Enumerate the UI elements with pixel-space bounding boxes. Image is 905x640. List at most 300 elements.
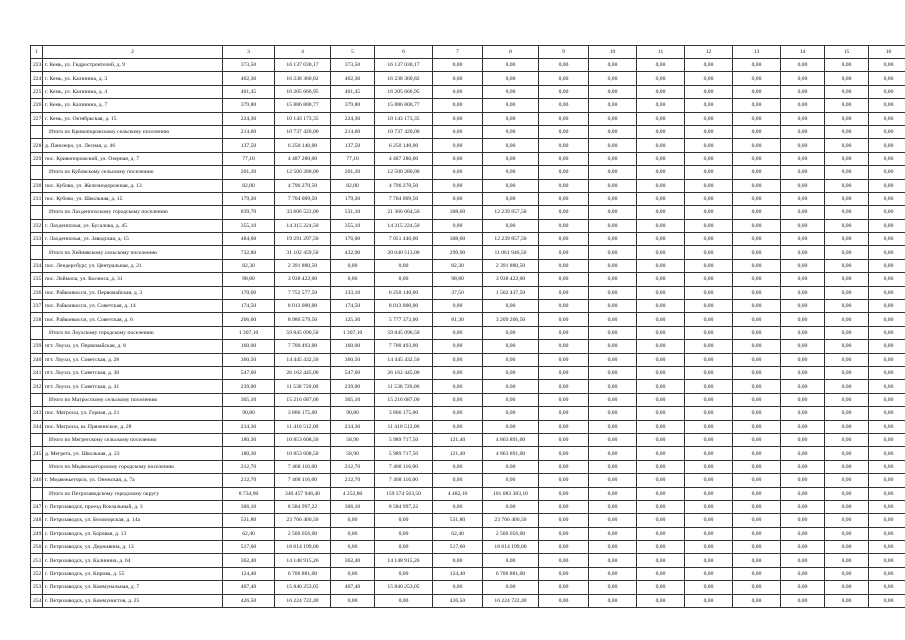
value-cell: 0,00	[733, 326, 781, 339]
value-cell: 26 162 445,00	[375, 366, 433, 379]
row-number: 238	[31, 313, 43, 326]
value-cell: 0,00	[869, 99, 905, 112]
value-cell: 373,50	[223, 59, 275, 72]
value-cell: 299,90	[433, 246, 483, 259]
address-cell: г. Петрозаводск, ул. Калинина, д. 64	[43, 554, 223, 567]
value-cell: 0,00	[685, 420, 733, 433]
value-cell: 0,00	[869, 541, 905, 554]
value-cell: 0,00	[433, 393, 483, 406]
value-cell: 15 216 687,00	[275, 393, 331, 406]
value-cell: 0,00	[781, 447, 825, 460]
value-cell: 10 853 608,50	[275, 433, 331, 446]
value-cell: 0,00	[733, 219, 781, 232]
value-cell: 160,00	[223, 340, 275, 353]
value-cell: 0,00	[869, 447, 905, 460]
value-cell: 0,00	[869, 286, 905, 299]
value-cell: 0,00	[733, 313, 781, 326]
value-cell: 531,10	[331, 206, 375, 219]
value-cell: 0,00	[589, 273, 637, 286]
row-number: 234	[31, 259, 43, 272]
value-cell: 0,00	[869, 581, 905, 594]
address-cell: пос. Райконкосси, ул. Советская, д. 14	[43, 300, 223, 313]
value-cell: 0,00	[539, 139, 589, 152]
value-cell: 0,00	[433, 72, 483, 85]
value-cell: 407,40	[331, 581, 375, 594]
row-number	[31, 326, 43, 339]
value-cell: 212,70	[331, 474, 375, 487]
value-cell: 0,00	[433, 179, 483, 192]
value-cell: 0,00	[781, 433, 825, 446]
value-cell: 0,00	[869, 233, 905, 246]
value-cell: 0,00	[685, 594, 733, 607]
value-cell: 0,00	[733, 152, 781, 165]
value-cell: 0,00	[733, 567, 781, 580]
value-cell: 0,00	[637, 192, 685, 205]
value-cell: 0,00	[637, 72, 685, 85]
value-cell: 0,00	[781, 125, 825, 138]
value-cell: 0,00	[685, 313, 733, 326]
subtotal-row	[31, 326, 905, 339]
value-cell: 0,00	[375, 273, 433, 286]
value-cell: 0,00	[781, 259, 825, 272]
value-cell: 6 250 140,00	[375, 139, 433, 152]
value-cell: 12 500 280,00	[275, 166, 331, 179]
value-cell: 0,00	[825, 326, 869, 339]
value-cell: 4 487 280,00	[375, 152, 433, 165]
value-cell: 0,00	[869, 192, 905, 205]
address-cell: Итого по Медвежьегорскому городскому поселению	[43, 460, 223, 473]
column-header: 10	[589, 46, 637, 59]
value-cell: 0,00	[589, 125, 637, 138]
value-cell: 0,00	[331, 541, 375, 554]
value-cell: 0,00	[637, 460, 685, 473]
value-cell: 174,50	[223, 300, 275, 313]
row-number	[31, 125, 43, 138]
row-number: 230	[31, 179, 43, 192]
value-cell: 0,00	[781, 460, 825, 473]
value-cell: 0,00	[733, 300, 781, 313]
address-cell: пгт. Лоухи, ул. Советская, д. 41	[43, 380, 223, 393]
value-cell: 2 500 056,00	[483, 527, 539, 540]
value-cell: 10 143 173,35	[275, 112, 331, 125]
value-cell: 5 989 717,50	[375, 447, 433, 460]
data-table	[30, 45, 905, 608]
value-cell: 0,00	[825, 393, 869, 406]
value-cell: 0,00	[825, 567, 869, 580]
value-cell: 0,00	[433, 192, 483, 205]
row-number: 231	[31, 192, 43, 205]
value-cell: 362,40	[223, 554, 275, 567]
value-cell: 14 315 224,50	[375, 219, 433, 232]
value-cell: 0,00	[825, 206, 869, 219]
column-header: 3	[223, 46, 275, 59]
value-cell: 0,00	[637, 527, 685, 540]
value-cell: 159 374 563,50	[375, 487, 433, 500]
value-cell: 0,00	[685, 233, 733, 246]
value-cell: 0,00	[539, 219, 589, 232]
value-cell: 0,00	[637, 313, 685, 326]
table-row	[31, 85, 905, 98]
subtotal-row	[31, 206, 905, 219]
table-row	[31, 380, 905, 393]
value-cell: 0,00	[483, 219, 539, 232]
address-cell: г. Петрозаводск, ул. Кирова, д. 55	[43, 567, 223, 580]
value-cell: 0,00	[685, 139, 733, 152]
value-cell: 239,00	[223, 380, 275, 393]
row-number: 240	[31, 353, 43, 366]
value-cell: 4 796 270,50	[275, 179, 331, 192]
value-cell: 0,00	[589, 233, 637, 246]
value-cell: 308,60	[433, 206, 483, 219]
value-cell: 0,00	[433, 99, 483, 112]
value-cell: 0,00	[781, 487, 825, 500]
value-cell: 0,00	[637, 59, 685, 72]
value-cell: 0,00	[483, 380, 539, 393]
value-cell: 0,00	[539, 166, 589, 179]
value-cell: 0,00	[589, 166, 637, 179]
value-cell: 0,00	[869, 139, 905, 152]
value-cell: 0,00	[539, 246, 589, 259]
value-cell: 0,00	[375, 541, 433, 554]
value-cell: 0,00	[589, 541, 637, 554]
address-cell: г. Петрозаводск, ул. Беломорская, д. 14а	[43, 514, 223, 527]
value-cell: 0,00	[869, 125, 905, 138]
table-row	[31, 474, 905, 487]
table-row	[31, 112, 905, 125]
value-cell: 214,30	[331, 420, 375, 433]
value-cell: 124,40	[433, 567, 483, 580]
value-cell: 0,00	[825, 139, 869, 152]
value-cell: 0,00	[733, 407, 781, 420]
value-cell: 0,00	[825, 85, 869, 98]
row-number: 225	[31, 85, 43, 98]
value-cell: 0,00	[685, 246, 733, 259]
value-cell: 0,00	[869, 554, 905, 567]
value-cell: 0,00	[733, 554, 781, 567]
row-number: 236	[31, 286, 43, 299]
value-cell: 0,00	[733, 500, 781, 513]
value-cell: 0,00	[825, 286, 869, 299]
address-cell: Итого по Хейнявскому сельскому поселению	[43, 246, 223, 259]
value-cell: 16 137 030,17	[375, 59, 433, 72]
table-row	[31, 420, 905, 433]
value-cell: 174,50	[331, 300, 375, 313]
value-cell: 11 538 720,00	[375, 380, 433, 393]
value-cell: 0,00	[781, 541, 825, 554]
address-cell: г. Петрозаводск, ул. Коммунальная, д. 7	[43, 581, 223, 594]
value-cell: 15 886 800,77	[375, 99, 433, 112]
value-cell: 0,00	[685, 554, 733, 567]
value-cell: 0,00	[483, 192, 539, 205]
value-cell: 0,00	[781, 380, 825, 393]
value-cell: 0,00	[589, 420, 637, 433]
value-cell: 4 482,10	[433, 487, 483, 500]
row-number: 226	[31, 99, 43, 112]
value-cell: 15 840 253,05	[275, 581, 331, 594]
value-cell: 11 538 720,00	[275, 380, 331, 393]
value-cell: 0,00	[869, 300, 905, 313]
address-cell: г. Петрозаводск, ул. Державина, д. 13	[43, 541, 223, 554]
row-number: 251	[31, 554, 43, 567]
table-row	[31, 527, 905, 540]
value-cell: 0,00	[781, 166, 825, 179]
value-cell: 0,00	[781, 139, 825, 152]
value-cell: 0,00	[781, 112, 825, 125]
value-cell: 0,00	[869, 313, 905, 326]
address-cell: Итого по Лахденпохскому городскому поселению	[43, 206, 223, 219]
value-cell: 10 737 420,00	[375, 125, 433, 138]
value-cell: 0,00	[825, 112, 869, 125]
value-cell: 360,50	[223, 353, 275, 366]
table-row	[31, 192, 905, 205]
value-cell: 0,00	[781, 179, 825, 192]
column-header: 6	[375, 46, 433, 59]
value-cell: 0,00	[685, 99, 733, 112]
value-cell: 0,00	[733, 393, 781, 406]
value-cell: 4 796 270,50	[375, 179, 433, 192]
table-row	[31, 514, 905, 527]
value-cell: 0,00	[825, 460, 869, 473]
value-cell: 0,00	[433, 407, 483, 420]
value-cell: 0,00	[483, 166, 539, 179]
value-cell: 0,00	[781, 527, 825, 540]
value-cell: 90,80	[331, 407, 375, 420]
value-cell: 0,00	[375, 527, 433, 540]
value-cell: 0,00	[589, 313, 637, 326]
value-cell: 0,00	[589, 340, 637, 353]
address-cell: д. Панозеро, ул. Лесная, д. 46	[43, 139, 223, 152]
value-cell: 0,00	[539, 59, 589, 72]
value-cell: 0,00	[589, 433, 637, 446]
column-header: 13	[733, 46, 781, 59]
value-cell: 0,00	[637, 554, 685, 567]
value-cell: 98,80	[433, 273, 483, 286]
value-cell: 0,00	[331, 527, 375, 540]
value-cell: 214,60	[223, 125, 275, 138]
value-cell: 0,00	[869, 340, 905, 353]
column-header: 16	[869, 46, 905, 59]
value-cell: 0,00	[825, 192, 869, 205]
row-number: 223	[31, 59, 43, 72]
value-cell: 7 468 116,00	[375, 460, 433, 473]
value-cell: 14 148 915,26	[375, 554, 433, 567]
value-cell: 0,00	[733, 447, 781, 460]
value-cell: 18 614 199,00	[275, 541, 331, 554]
value-cell: 0,00	[825, 219, 869, 232]
value-cell: 0,00	[825, 581, 869, 594]
value-cell: 547,60	[223, 366, 275, 379]
value-cell: 0,00	[781, 340, 825, 353]
value-cell: 15 840 253,05	[375, 581, 433, 594]
value-cell: 7 468 116,00	[375, 474, 433, 487]
value-cell: 0,00	[589, 594, 637, 607]
value-cell: 176,00	[331, 233, 375, 246]
value-cell: 379,80	[223, 99, 275, 112]
value-cell: 0,00	[433, 581, 483, 594]
value-cell: 0,00	[637, 179, 685, 192]
value-cell: 0,00	[589, 380, 637, 393]
value-cell: 0,00	[825, 447, 869, 460]
table-row	[31, 581, 905, 594]
value-cell: 0,00	[375, 259, 433, 272]
value-cell: 15 216 687,00	[375, 393, 433, 406]
address-cell: г. Петрозаводск, ул. Боровая, д. 13	[43, 527, 223, 540]
value-cell: 170,60	[223, 286, 275, 299]
value-cell: 0,00	[781, 206, 825, 219]
value-cell: 0,00	[825, 300, 869, 313]
value-cell: 0,00	[825, 527, 869, 540]
value-cell: 0,00	[733, 59, 781, 72]
value-cell: 14 445 432,50	[375, 353, 433, 366]
value-cell: 0,00	[589, 393, 637, 406]
value-cell: 0,00	[589, 567, 637, 580]
value-cell: 0,00	[637, 99, 685, 112]
value-cell: 0,00	[825, 366, 869, 379]
value-cell: 0,00	[433, 474, 483, 487]
value-cell: 16 224 722,40	[483, 594, 539, 607]
value-cell: 373,50	[331, 59, 375, 72]
value-cell: 0,00	[589, 112, 637, 125]
value-cell: 0,00	[685, 581, 733, 594]
value-cell: 0,00	[685, 326, 733, 339]
value-cell: 0,00	[483, 85, 539, 98]
value-cell: 7 051 440,00	[375, 233, 433, 246]
value-cell: 0,00	[869, 246, 905, 259]
row-number: 245	[31, 447, 43, 460]
value-cell: 12 239 857,50	[483, 233, 539, 246]
value-cell: 517,60	[223, 541, 275, 554]
value-cell: 21 366 664,50	[375, 206, 433, 219]
value-cell: 0,00	[433, 85, 483, 98]
value-cell: 0,00	[637, 326, 685, 339]
value-cell: 1 307,10	[223, 326, 275, 339]
value-cell: 14 148 915,26	[275, 554, 331, 567]
value-cell: 239,00	[331, 380, 375, 393]
value-cell: 214,60	[331, 125, 375, 138]
value-cell: 401,45	[223, 85, 275, 98]
value-cell: 0,00	[637, 420, 685, 433]
value-cell: 362,40	[331, 554, 375, 567]
value-cell: 0,00	[539, 300, 589, 313]
value-cell: 0,00	[483, 139, 539, 152]
value-cell: 0,00	[637, 125, 685, 138]
value-cell: 0,00	[483, 393, 539, 406]
value-cell: 0,00	[483, 500, 539, 513]
table-row	[31, 233, 905, 246]
value-cell: 261,20	[331, 166, 375, 179]
value-cell: 0,00	[825, 273, 869, 286]
table-row	[31, 59, 905, 72]
value-cell: 0,00	[869, 500, 905, 513]
value-cell: 0,00	[825, 353, 869, 366]
value-cell: 0,00	[733, 581, 781, 594]
value-cell: 16 238 360,82	[275, 72, 331, 85]
address-cell: пос. Кубово, ул. Школьная, д. 15	[43, 192, 223, 205]
address-cell: пос. Матросы, ул. Горная, д. 21	[43, 407, 223, 420]
value-cell: 0,00	[539, 85, 589, 98]
value-cell: 0,00	[539, 353, 589, 366]
row-number	[31, 166, 43, 179]
value-cell: 0,00	[781, 567, 825, 580]
value-cell: 214,30	[223, 420, 275, 433]
value-cell: 0,00	[733, 286, 781, 299]
value-cell: 0,00	[637, 353, 685, 366]
value-cell: 0,00	[539, 259, 589, 272]
value-cell: 3 938 422,00	[483, 273, 539, 286]
value-cell: 0,00	[637, 112, 685, 125]
value-cell: 0,00	[825, 233, 869, 246]
value-cell: 33 606 522,00	[275, 206, 331, 219]
value-cell: 180,30	[223, 447, 275, 460]
value-cell: 0,00	[539, 112, 589, 125]
value-cell: 82,00	[223, 179, 275, 192]
value-cell: 0,00	[869, 460, 905, 473]
value-cell: 839,70	[223, 206, 275, 219]
value-cell: 16 224 722,40	[275, 594, 331, 607]
value-cell: 0,00	[433, 219, 483, 232]
value-cell: 0,00	[685, 152, 733, 165]
row-number: 237	[31, 300, 43, 313]
value-cell: 0,00	[539, 99, 589, 112]
value-cell: 0,00	[869, 152, 905, 165]
row-number: 229	[31, 152, 43, 165]
value-cell: 360,50	[331, 353, 375, 366]
value-cell: 0,00	[433, 166, 483, 179]
value-cell: 10 853 608,50	[275, 447, 331, 460]
value-cell: 7 700 493,00	[275, 340, 331, 353]
table-row	[31, 594, 905, 607]
value-cell: 0,00	[589, 139, 637, 152]
value-cell: 0,00	[637, 594, 685, 607]
value-cell: 0,00	[433, 380, 483, 393]
value-cell: 0,00	[825, 259, 869, 272]
address-cell: Итого по Кривопорожскому сельскому поселению	[43, 125, 223, 138]
value-cell: 1 502 437,50	[483, 286, 539, 299]
value-cell: 0,00	[539, 179, 589, 192]
row-number	[31, 246, 43, 259]
value-cell: 77,10	[331, 152, 375, 165]
value-cell: 0,00	[685, 59, 733, 72]
value-cell: 0,00	[539, 514, 589, 527]
value-cell: 0,00	[685, 259, 733, 272]
value-cell: 0,00	[733, 433, 781, 446]
value-cell: 8 986 579,50	[275, 313, 331, 326]
value-cell: 0,00	[781, 85, 825, 98]
table-row	[31, 259, 905, 272]
value-cell: 0,00	[733, 179, 781, 192]
column-header: 14	[781, 46, 825, 59]
value-cell: 0,00	[589, 500, 637, 513]
value-cell: 0,00	[637, 152, 685, 165]
row-number: 250	[31, 541, 43, 554]
value-cell: 0,00	[733, 192, 781, 205]
value-cell: 160,00	[331, 340, 375, 353]
value-cell: 0,00	[433, 340, 483, 353]
value-cell: 0,00	[869, 206, 905, 219]
value-cell: 0,00	[825, 541, 869, 554]
address-cell: пгт. Лоухи, ул. Первомайская, д. 8	[43, 340, 223, 353]
value-cell: 5 989 717,50	[375, 433, 433, 446]
subtotal-row	[31, 125, 905, 138]
value-cell: 0,00	[733, 259, 781, 272]
value-cell: 6 250 140,00	[275, 139, 331, 152]
value-cell: 0,00	[637, 286, 685, 299]
value-cell: 26 162 445,00	[275, 366, 331, 379]
value-cell: 4 252,80	[331, 487, 375, 500]
value-cell: 531,80	[433, 514, 483, 527]
value-cell: 0,00	[825, 72, 869, 85]
row-number: 241	[31, 366, 43, 379]
